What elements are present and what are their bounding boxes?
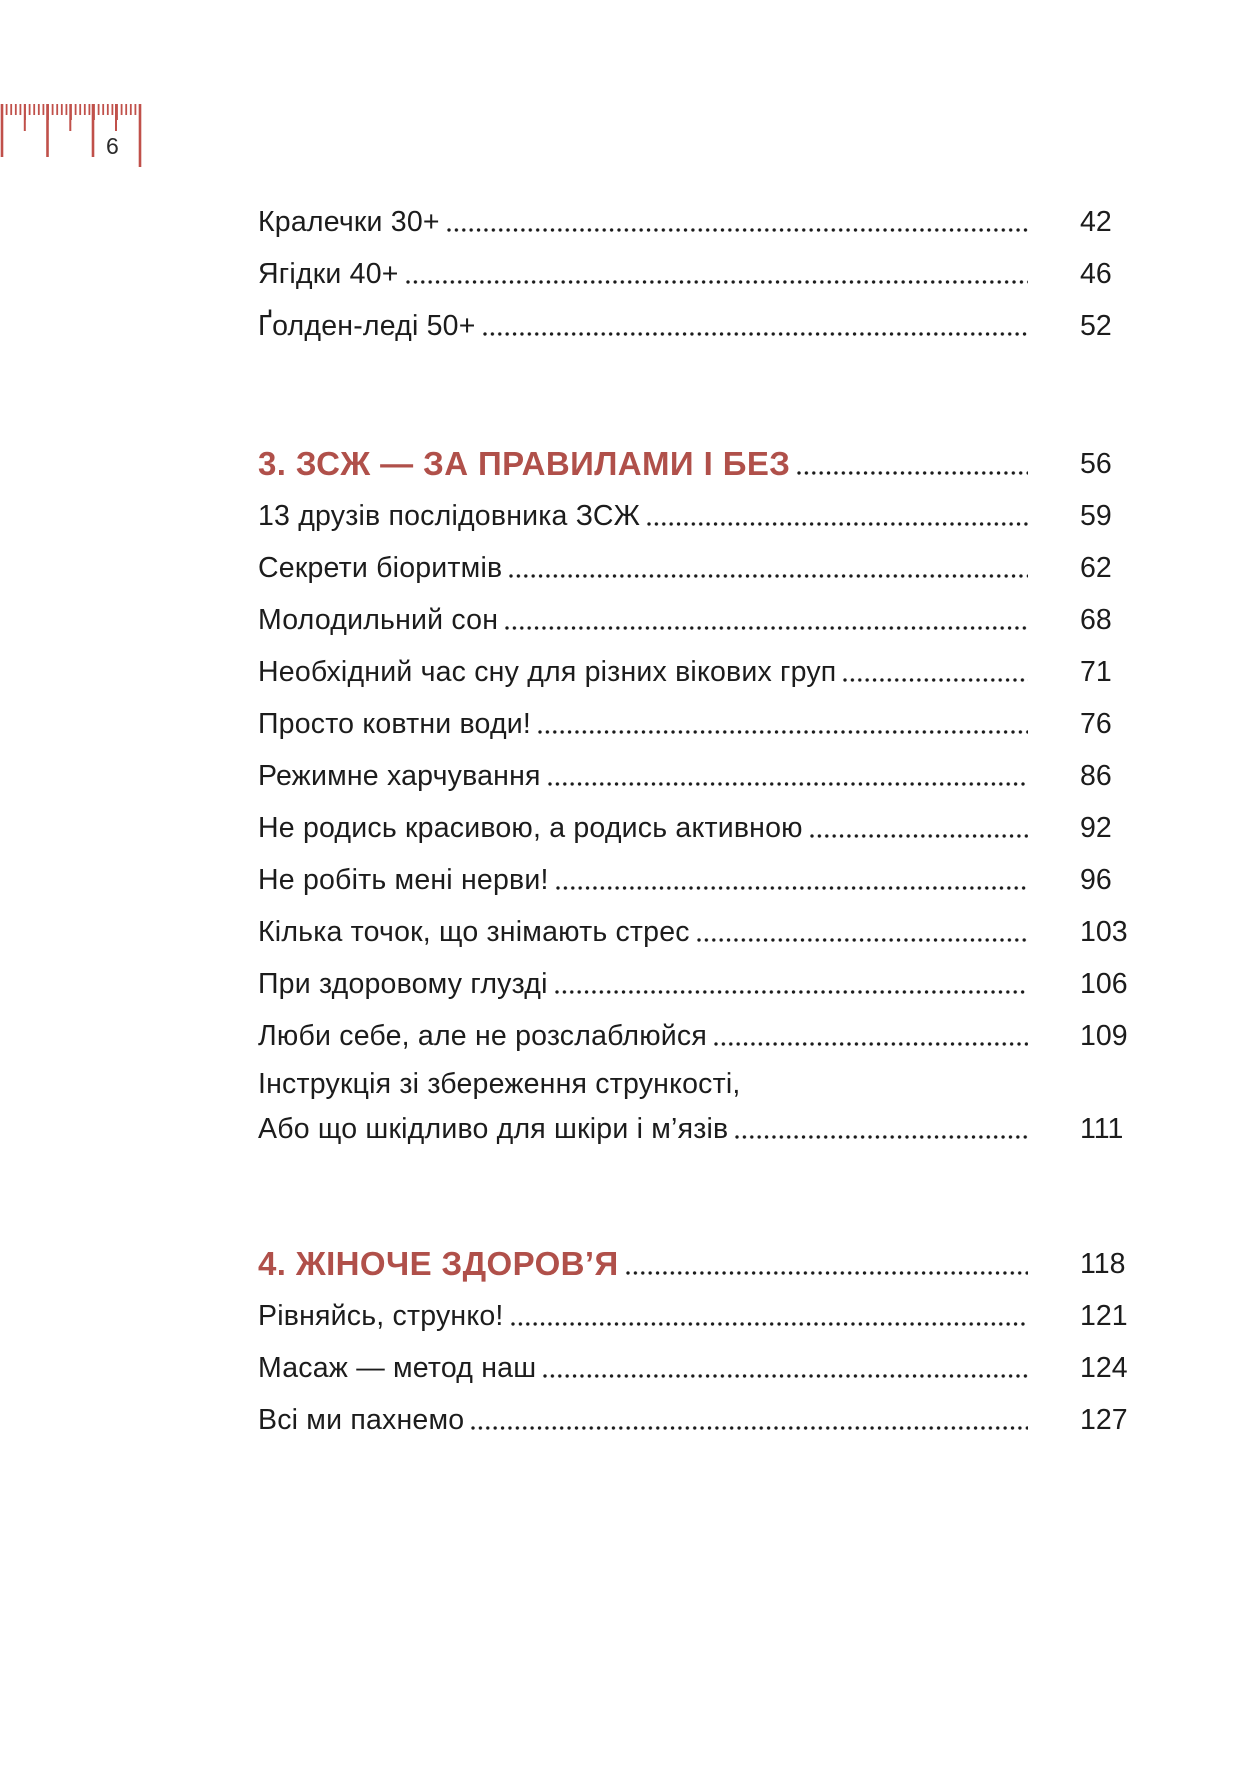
toc-title: Кралечки 30+: [258, 206, 440, 238]
toc-title: Рівняйсь, струнко!: [258, 1300, 504, 1332]
dot-leader: [471, 1426, 1028, 1430]
dot-leader: [556, 886, 1028, 890]
toc-title: Необхідний час сну для різних вікових груп: [258, 656, 837, 688]
ruler-decoration: [0, 104, 150, 176]
toc-section-heading: [258, 438, 1168, 490]
toc-page-number: 106: [1080, 968, 1128, 1000]
toc-page-number: 52: [1080, 310, 1112, 342]
dot-leader: [843, 678, 1028, 682]
dot-leader: [548, 782, 1028, 786]
toc-entry: [258, 542, 1168, 594]
toc-title: Масаж — метод наш: [258, 1352, 537, 1384]
toc-entry: [258, 750, 1168, 802]
dot-leader: [797, 471, 1028, 475]
toc-title: Не робіть мені нерви!: [258, 864, 549, 896]
toc-title-line1: Інструкція зі збереження стрункості,: [258, 1068, 741, 1100]
dot-leader: [406, 280, 1028, 284]
toc-entry: [258, 802, 1168, 854]
toc-page-number: 76: [1080, 708, 1112, 740]
dot-leader: [714, 1042, 1028, 1046]
toc-page-number: 42: [1080, 206, 1112, 238]
toc-row: [258, 1062, 1168, 1107]
toc-title: При здоровому глузді: [258, 968, 548, 1000]
toc-entry: [258, 300, 1168, 352]
toc-title: Ґолден-леді 50+: [258, 310, 476, 342]
table-of-contents: [258, 196, 1168, 1446]
toc-page-number: 96: [1080, 864, 1112, 896]
dot-leader: [735, 1135, 1028, 1139]
tape-measure-ruler-icon: [0, 104, 150, 176]
dot-leader: [538, 730, 1028, 734]
toc-page-number: 62: [1080, 552, 1112, 584]
toc-title: Ягідки 40+: [258, 258, 399, 290]
toc-title-line2: Або що шкідливо для шкіри і м’язів: [258, 1113, 729, 1145]
toc-page-number: 121: [1080, 1300, 1128, 1332]
toc-entry: [258, 1342, 1168, 1394]
toc-entry: [258, 490, 1168, 542]
toc-title: 3. ЗСЖ — ЗА ПРАВИЛАМИ І БЕЗ: [258, 445, 791, 482]
dot-leader: [505, 626, 1028, 630]
toc-title: Молодильний сон: [258, 604, 499, 636]
toc-page-number: 124: [1080, 1352, 1128, 1384]
toc-page-number: 111: [1080, 1113, 1124, 1145]
toc-page-number: 127: [1080, 1404, 1128, 1436]
toc-page-number: 46: [1080, 258, 1112, 290]
toc-section-heading: [258, 1238, 1168, 1290]
toc-title: Секрети біоритмів: [258, 552, 503, 584]
dot-leader: [626, 1271, 1028, 1275]
dot-leader: [810, 834, 1028, 838]
toc-entry: [258, 1010, 1168, 1062]
dot-leader: [509, 574, 1028, 578]
toc-page-number: 103: [1080, 916, 1128, 948]
dot-leader: [697, 938, 1028, 942]
dot-leader: [447, 228, 1028, 232]
toc-entry: [258, 698, 1168, 750]
toc-entry: [258, 196, 1168, 248]
toc-title: Режимне харчування: [258, 760, 541, 792]
toc-title: 4. ЖІНОЧЕ ЗДОРОВ’Я: [258, 1245, 619, 1282]
toc-entry: [258, 958, 1168, 1010]
toc-title: Всі ми пахнемо: [258, 1404, 465, 1436]
toc-entry: [258, 594, 1168, 646]
toc-entry: [258, 1290, 1168, 1342]
toc-page-number: 92: [1080, 812, 1112, 844]
toc-page-number: 68: [1080, 604, 1112, 636]
dot-leader: [511, 1322, 1029, 1326]
dot-leader: [483, 332, 1028, 336]
toc-title: Не родись красивою, а родись активною: [258, 812, 803, 844]
toc-page-number: 71: [1080, 656, 1112, 688]
toc-page-number: 59: [1080, 500, 1112, 532]
toc-page-number: 118: [1080, 1248, 1126, 1280]
toc-title: Просто ковтни води!: [258, 708, 532, 740]
dot-leader: [555, 990, 1028, 994]
toc-page-number: 56: [1080, 448, 1112, 480]
toc-title: 13 друзів послідовника ЗСЖ: [258, 500, 641, 532]
folio-page-number: 6: [106, 133, 119, 159]
dot-leader: [647, 522, 1028, 526]
toc-page-number: 109: [1080, 1020, 1128, 1052]
toc-entry: [258, 854, 1168, 906]
toc-title: Люби себе, але не розслаблюйся: [258, 1020, 707, 1052]
toc-entry: [258, 906, 1168, 958]
toc-page-number: 86: [1080, 760, 1112, 792]
toc-title: Кілька точок, що знімають стрес: [258, 916, 690, 948]
dot-leader: [543, 1374, 1028, 1378]
toc-entry-two-line: [258, 1062, 1168, 1152]
toc-entry: [258, 1394, 1168, 1446]
toc-entry: [258, 646, 1168, 698]
toc-entry: [258, 248, 1168, 300]
toc-row: [258, 1107, 1168, 1152]
